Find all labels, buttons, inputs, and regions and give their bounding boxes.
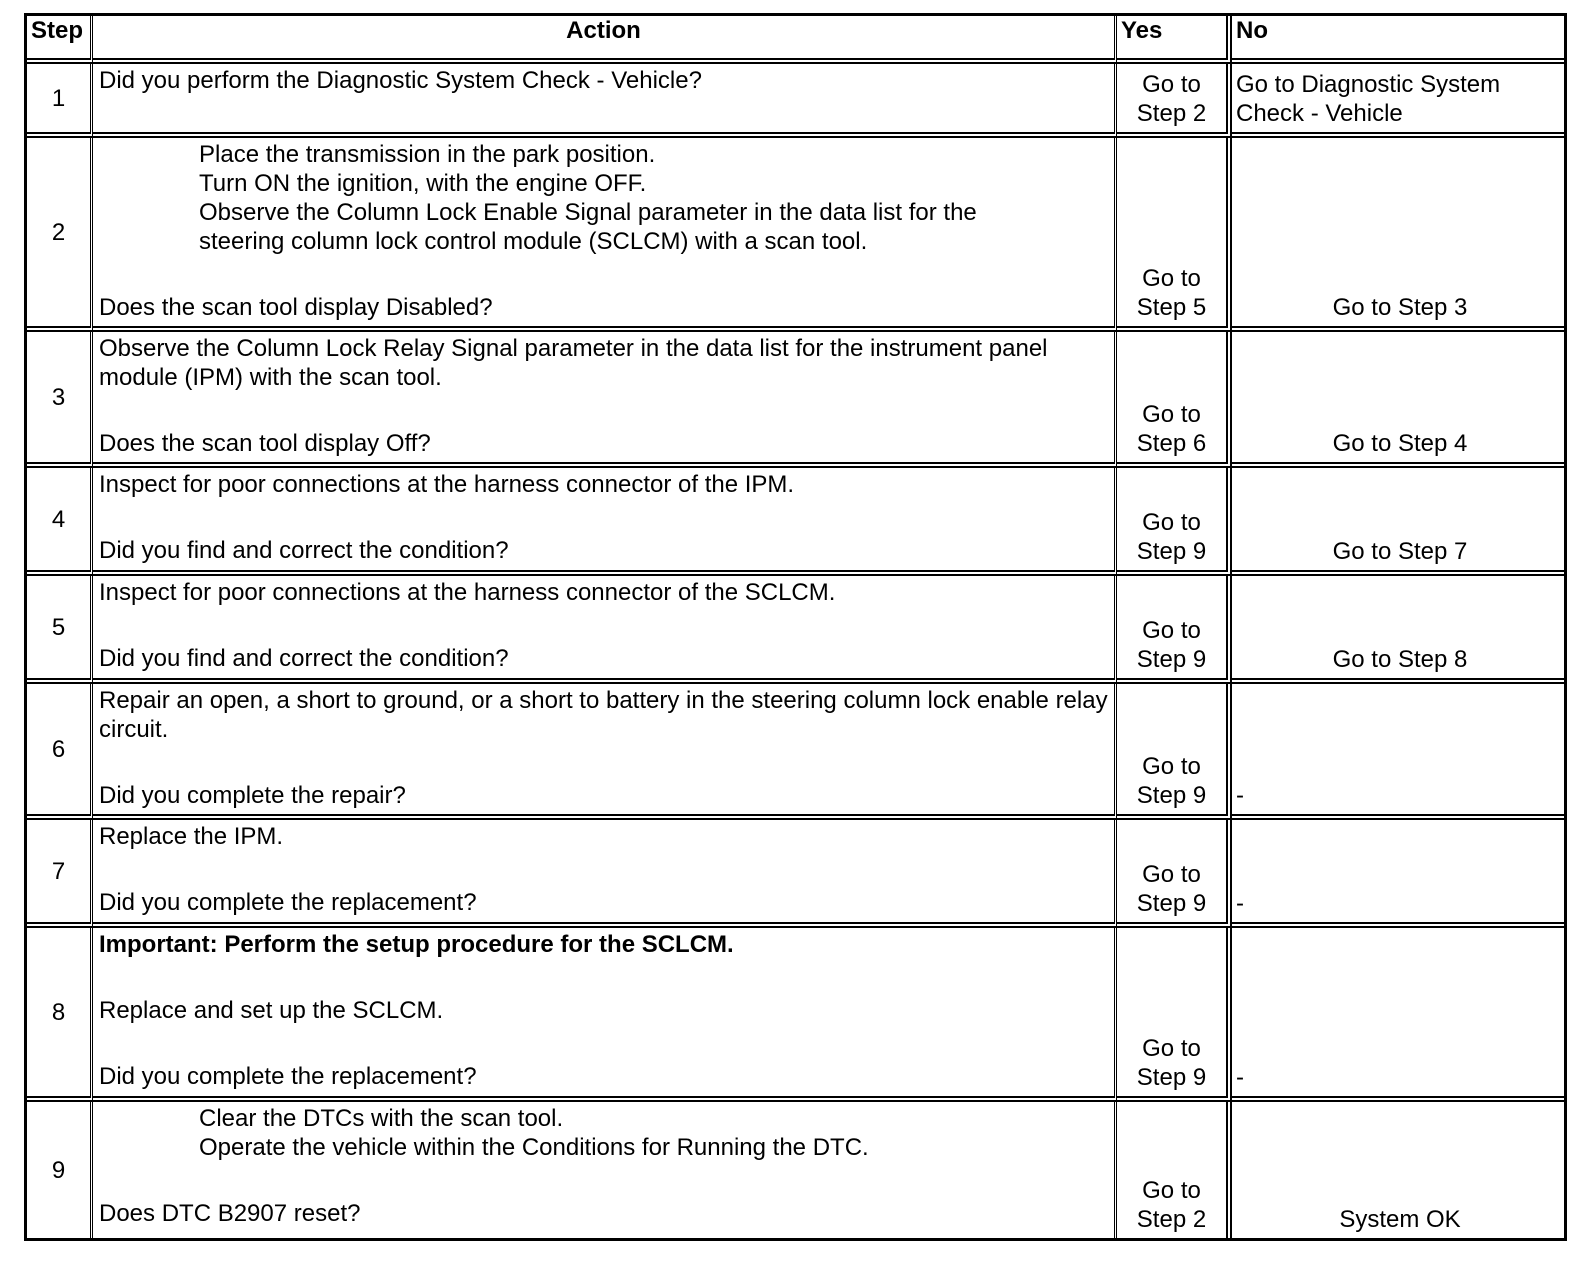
action-question: Does DTC B2907 reset? — [99, 1200, 361, 1227]
step-number: 2 — [27, 138, 93, 332]
instruction-item: Place the transmission in the park position. — [199, 141, 656, 168]
table-row — [27, 64, 1564, 138]
action-cell — [93, 138, 1117, 332]
step-number: 1 — [27, 64, 93, 138]
action-cell — [93, 1102, 1117, 1238]
action-cell — [93, 820, 1117, 928]
action-cell — [93, 684, 1117, 820]
header-row — [27, 16, 1564, 64]
action-text: Repair an open, a short to ground, or a short to battery in the steering column lock enable relay circuit. — [99, 687, 1108, 743]
action-text: Observe the Column Lock Relay Signal parameter in the data list for the instrument panel module (IPM) with the scan tool. — [99, 335, 1048, 391]
step-number: 8 — [27, 928, 93, 1102]
action-question: Did you complete the repair? — [99, 782, 406, 809]
yes-cell: Go to Step 9 — [1117, 576, 1232, 684]
action-question: Did you find and correct the condition? — [99, 645, 509, 672]
action-cell — [93, 468, 1117, 576]
table-row — [27, 576, 1564, 684]
step-number: 7 — [27, 820, 93, 928]
no-cell: Go to Step 3 — [1232, 138, 1564, 332]
yes-cell: Go to Step 2 — [1117, 1102, 1232, 1238]
yes-cell: Go to Step 6 — [1117, 332, 1232, 468]
table-row — [27, 468, 1564, 576]
yes-cell: Go to Step 9 — [1117, 820, 1232, 928]
action-question: Did you complete the replacement? — [99, 889, 477, 916]
no-cell: Go to Step 7 — [1232, 468, 1564, 576]
step-number: 9 — [27, 1102, 93, 1238]
action-cell — [93, 332, 1117, 468]
action-text: Replace and set up the SCLCM. — [99, 997, 444, 1024]
action-text: Inspect for poor connections at the harness connector of the SCLCM. — [99, 579, 836, 606]
action-text: Inspect for poor connections at the harness connector of the IPM. — [99, 471, 795, 498]
diagnostic-table-container — [24, 13, 1561, 1241]
action-text: Replace the IPM. — [99, 823, 284, 850]
no-cell: System OK — [1339, 1206, 1461, 1233]
action-question: Did you perform the Diagnostic System Check - Vehicle? — [99, 67, 702, 94]
table-row — [27, 1102, 1564, 1238]
table-row — [27, 820, 1564, 928]
action-cell — [93, 928, 1117, 1102]
diagnostic-table — [24, 13, 1567, 1241]
table-row — [27, 138, 1564, 332]
step-number: 4 — [27, 468, 93, 576]
table-row — [27, 684, 1564, 820]
no-cell: Go to Step 8 — [1232, 576, 1564, 684]
header-yes: Yes — [1117, 16, 1232, 64]
header-no: No — [1232, 16, 1564, 64]
instruction-item: Operate the vehicle within the Conditions for Running the DTC. — [199, 1134, 869, 1161]
action-cell — [93, 64, 1117, 138]
table-row — [27, 332, 1564, 468]
yes-cell: Go to Step 9 — [1117, 468, 1232, 576]
action-cell — [93, 576, 1117, 684]
instruction-item: Observe the Column Lock Enable Signal parameter in the data list for the steering column lock control module (SCLCM) with a scan tool. — [199, 199, 977, 255]
yes-cell: Go to Step 5 — [1117, 138, 1232, 332]
no-cell: Go to Diagnostic System Check - Vehicle — [1232, 64, 1564, 138]
action-question: Did you complete the replacement? — [99, 1063, 477, 1090]
header-action: Action — [93, 16, 1117, 64]
yes-cell: Go to Step 2 — [1117, 64, 1232, 138]
important-note: Important: Perform the setup procedure for the SCLCM. — [99, 931, 734, 958]
table-row — [27, 928, 1564, 1102]
yes-cell: Go to Step 9 — [1117, 928, 1232, 1102]
action-question: Did you find and correct the condition? — [99, 537, 509, 564]
yes-cell: Go to Step 9 — [1117, 684, 1232, 820]
action-question: Does the scan tool display Disabled? — [99, 294, 493, 321]
no-cell: - — [1232, 820, 1564, 928]
no-cell: - — [1232, 684, 1564, 820]
step-number: 5 — [27, 576, 93, 684]
no-cell: - — [1232, 928, 1564, 1102]
no-cell: Go to Step 4 — [1232, 332, 1564, 468]
action-question: Does the scan tool display Off? — [99, 430, 431, 457]
header-step: Step — [27, 16, 93, 64]
instruction-item: Turn ON the ignition, with the engine OFF. — [199, 170, 647, 197]
step-number: 6 — [27, 684, 93, 820]
instruction-item: Clear the DTCs with the scan tool. — [199, 1105, 564, 1132]
step-number: 3 — [27, 332, 93, 468]
